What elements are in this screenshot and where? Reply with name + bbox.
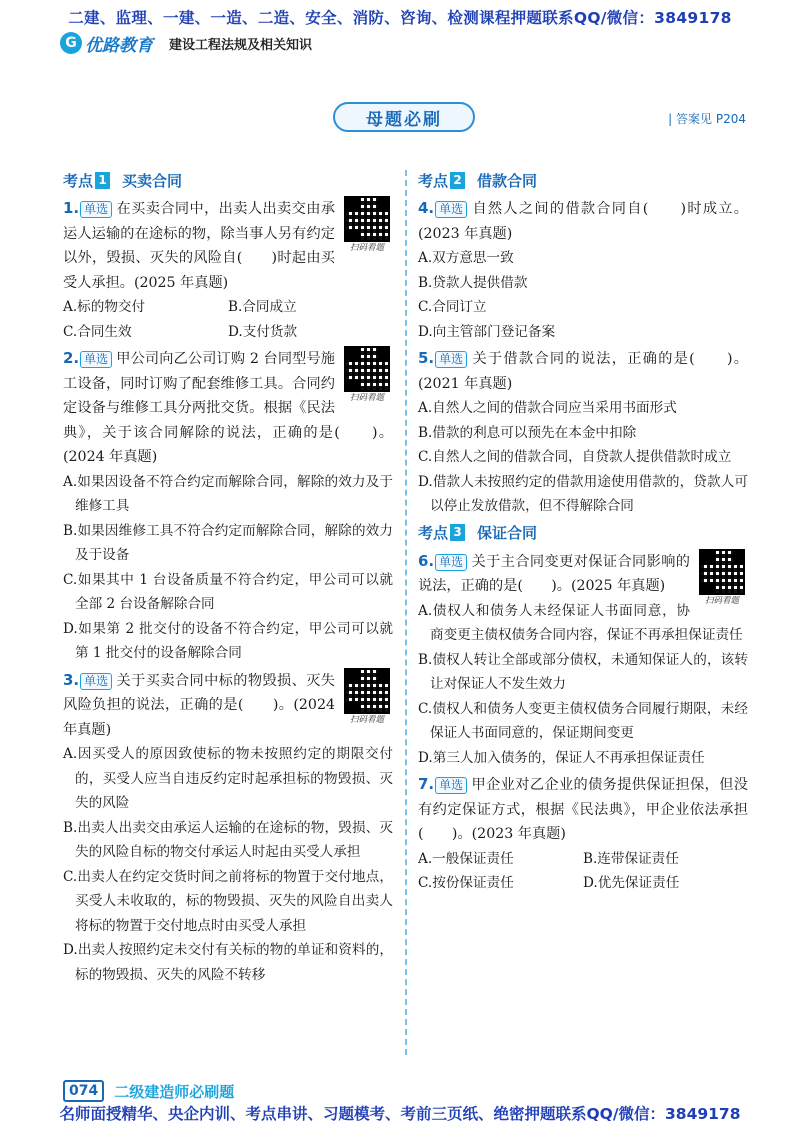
question-5 — [418, 346, 748, 519]
top-banner: 二建、监理、一建、一造、二造、安全、消防、咨询、检测课程押题联系QQ/微信：3849178 — [68, 9, 732, 27]
page-number: 074 — [63, 1080, 104, 1102]
qr-caption: 扫码看题 — [704, 595, 739, 606]
question-stem: 关于借款合同的说法，正确的是( )。(2021 年真题) — [418, 351, 748, 392]
question-stem: 甲公司向乙公司订购 2 台同型号施工设备，同时订购了配套维修工具。合同约定设备与维修工具分两批交货。根据《民法典》，关于该合同解除的说法，正确的是( )。(2024 年真题) — [63, 351, 393, 465]
page-title: 母题必刷 — [366, 109, 442, 130]
option-b: B.债权人转让全部或部分债权，未通知保证人的，该转让对保证人不发生效力 — [418, 651, 748, 692]
header — [60, 28, 312, 58]
question-number: 2. — [63, 349, 80, 367]
option-d: D.出卖人按照约定未交付有关标的物的单证和资料的，标的物毁损、灭失的风险不转移 — [63, 942, 393, 983]
right-column — [418, 168, 748, 898]
logo-icon: G — [60, 32, 82, 54]
option-d: D.借款人未按照约定的借款用途使用借款的，贷款人可以停止发放借款，但不得解除合同 — [418, 473, 748, 514]
qr-code-icon — [699, 549, 745, 595]
book-subject: 建设工程法规及相关知识 — [169, 37, 313, 53]
question-1 — [63, 196, 393, 344]
section-number: 1 — [95, 172, 110, 189]
question-stem: 在买卖合同中，出卖人出卖交由承运人运输的在途标的物，除当事人另有约定以外，毁损、灭失的风险自( )时起由买受人承担。(2025 年真题) — [63, 201, 335, 291]
section-heading — [63, 168, 393, 192]
left-column — [63, 168, 393, 989]
book-title: 二级建造师必刷题 — [114, 1082, 235, 1101]
option-b: B.如果因维修工具不符合约定而解除合同，解除的效力及于设备 — [63, 522, 393, 563]
question-stem: 关于买卖合同中标的物毁损、灭失风险负担的说法，正确的是( )。(2024 年真题) — [63, 672, 335, 738]
section-number: 3 — [450, 524, 465, 541]
qr-code[interactable] — [696, 549, 748, 607]
page-footer — [63, 1080, 234, 1102]
option-a: A.如果因设备不符合约定而解除合同，解除的效力及于维修工具 — [63, 473, 393, 514]
qr-code-icon — [344, 668, 390, 714]
qr-code[interactable] — [341, 668, 393, 726]
option-d: D.支付货款 — [228, 323, 298, 340]
question-number: 7. — [418, 775, 435, 793]
qr-caption: 扫码看题 — [349, 393, 384, 403]
question-stem: 甲企业对乙企业的债务提供保证担保，但没有约定保证方式，根据《民法典》，甲企业依法承担( )。(2023 年真题) — [418, 777, 748, 842]
option-a: A.因买受人的原因致使标的物未按照约定的期限交付的，买受人应当自违反约定时起承担标的物毁损、灭失的风险 — [63, 746, 393, 811]
section-title: 借款合同 — [477, 171, 538, 190]
question-6 — [418, 549, 748, 771]
option-b: B.连带保证责任 — [583, 850, 679, 867]
question-4 — [418, 196, 748, 344]
question-type-tag: 单选 — [80, 351, 112, 368]
section-label: 考点 — [63, 171, 94, 190]
qr-code[interactable] — [341, 346, 393, 404]
section-heading — [418, 521, 748, 545]
option-a: A.双方意思一致 — [418, 250, 514, 266]
option-d: D.优先保证责任 — [583, 875, 680, 891]
question-2 — [63, 346, 393, 666]
question-type-tag: 单选 — [435, 351, 467, 368]
qr-caption: 扫码看题 — [349, 714, 384, 725]
question-7 — [418, 772, 748, 896]
question-number: 5. — [418, 349, 435, 367]
qr-code-icon — [344, 196, 390, 242]
question-3 — [63, 668, 393, 988]
section-title: 买卖合同 — [122, 171, 183, 190]
question-type-tag: 单选 — [435, 554, 467, 571]
option-c: C.按份保证责任 — [418, 875, 514, 891]
bottom-banner: 名师面授精华、央企内训、考点串讲、习题模考、考前三页纸、绝密押题联系QQ/微信：3849178 — [59, 1105, 741, 1123]
question-number: 1. — [63, 199, 80, 217]
question-number: 3. — [63, 670, 80, 689]
section-heading — [418, 168, 748, 192]
qr-code-icon — [344, 346, 390, 392]
option-b: B.出卖人出卖交由承运人运输的在途标的物，毁损、灭失的风险自标的物交付承运人时起由买受人承担 — [63, 819, 393, 860]
answer-reference: | 答案见 P204 — [668, 112, 746, 126]
option-c: C.如果其中 1 台设备质量不符合约定，甲公司可以就全部 2 台设备解除合同 — [63, 571, 393, 612]
option-c: C.合同订立 — [418, 299, 487, 315]
option-a: A.一般保证责任 — [418, 850, 514, 867]
question-type-tag: 单选 — [435, 201, 467, 218]
option-d: D.第三人加入债务的，保证人不再承担保证责任 — [418, 749, 705, 766]
section-title: 保证合同 — [477, 524, 538, 542]
question-number: 4. — [418, 199, 435, 217]
option-a: A.标的物交付 — [63, 299, 146, 315]
question-stem: 关于主合同变更对保证合同影响的说法，正确的是( )。(2025 年真题) — [418, 553, 690, 594]
question-type-tag: 单选 — [80, 201, 112, 218]
question-type-tag: 单选 — [80, 673, 112, 690]
option-d: D.如果第 2 批交付的设备不符合约定，甲公司可以就第 1 批交付的设备解除合同 — [63, 620, 393, 661]
section-label: 考点 — [418, 171, 449, 190]
option-a: A.自然人之间的借款合同应当采用书面形式 — [418, 400, 677, 416]
option-b: B.贷款人提供借款 — [418, 274, 528, 291]
logo-text: 优路教育 — [85, 35, 153, 56]
option-a: A.债权人和债务人未经保证人书面同意，协商变更主债权债务合同内容，保证不再承担保证责任 — [418, 602, 743, 643]
page-title-box — [333, 102, 475, 132]
question-stem: 自然人之间的借款合同自( )时成立。(2023 年真题) — [418, 201, 748, 242]
option-b: B.合同成立 — [228, 299, 297, 315]
column-divider — [405, 170, 407, 1055]
section-label: 考点 — [418, 524, 449, 542]
option-d: D.向主管部门登记备案 — [418, 323, 556, 340]
question-type-tag: 单选 — [435, 777, 467, 794]
question-number: 6. — [418, 551, 435, 570]
section-number: 2 — [450, 172, 465, 189]
qr-caption: 扫码看题 — [349, 243, 384, 253]
qr-code[interactable] — [341, 196, 393, 254]
option-c: C.债权人和债务人变更主债权债务合同履行期限，未经保证人书面同意的，保证期间变更 — [418, 700, 748, 741]
option-c: C.出卖人在约定交货时间之前将标的物置于交付地点，买受人未收取的，标的物毁损、灭失的风险自出卖人将标的物置于交付地点时由买受人承担 — [63, 868, 393, 934]
option-c: C.自然人之间的借款合同，自贷款人提供借款时成立 — [418, 449, 732, 465]
option-b: B.借款的利息可以预先在本金中扣除 — [418, 424, 637, 441]
option-c: C.合同生效 — [63, 323, 132, 340]
